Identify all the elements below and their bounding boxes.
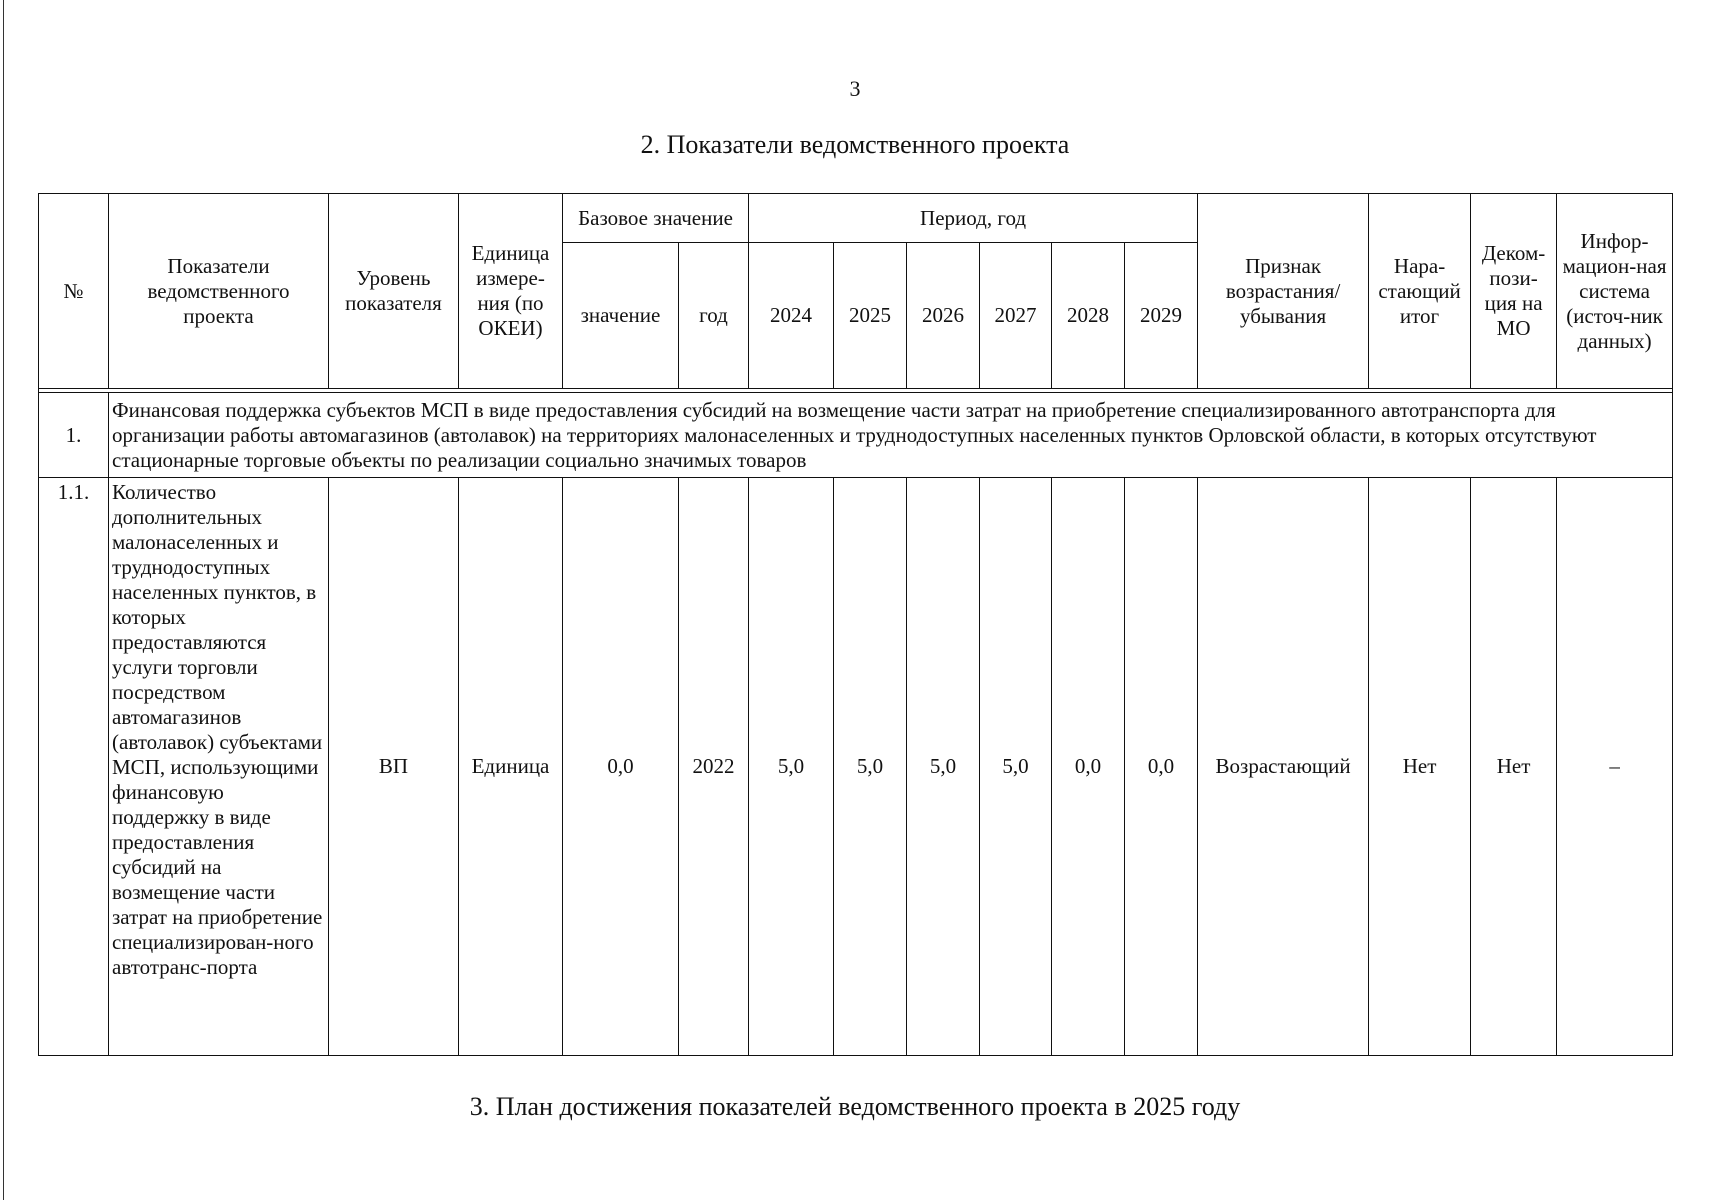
row-value-2026: 5,0	[907, 478, 980, 1056]
row-unit: Единица	[459, 478, 563, 1056]
group-num: 1.	[39, 393, 109, 478]
header-info-system: Инфор-мацион-ная система (источ-ник данных)	[1557, 194, 1673, 389]
row-decomposition: Нет	[1471, 478, 1557, 1056]
header-level: Уровень показателя	[329, 194, 459, 389]
row-base-value: 0,0	[563, 478, 679, 1056]
header-unit: Единица измере-ния (по ОКЕИ)	[459, 194, 563, 389]
row-indicator: Количество дополнительных малонаселенных и труднодоступных населенных пунктов, в которых предоставляются услуги торговли посредством автомагазинов (автолавок) субъектами МСП, использующими финансовую поддержку в виде предоставления субсидий на возмещение части затрат на приобретение специализирован-ного автотранс-порта	[109, 478, 329, 1056]
row-value-2027: 5,0	[980, 478, 1052, 1056]
row-value-2028: 0,0	[1052, 478, 1125, 1056]
header-year: 2028	[1052, 243, 1125, 389]
group-text: Финансовая поддержка субъектов МСП в виде предоставления субсидий на возмещение части затрат на приобретение специализированного автотранспорта для организации работы автомагазинов (автолавок) на территориях малонаселенных и труднодоступных населенных пунктов Орловской области, в которых отсутствуют стационарные торговые объекты по реализации социально значимых товаров	[109, 393, 1673, 478]
header-year: 2029	[1125, 243, 1198, 389]
row-value-2025: 5,0	[834, 478, 907, 1056]
indicators-table	[38, 193, 1673, 1056]
header-year: 2026	[907, 243, 980, 389]
header-year: 2024	[749, 243, 834, 389]
header-base-value: значение	[563, 243, 679, 389]
page-number: 3	[849, 76, 861, 101]
section-2-title: 2. Показатели ведомственного проекта	[640, 130, 1070, 159]
group-row	[39, 393, 1673, 478]
row-info-system: –	[1557, 478, 1673, 1056]
page-edge-line	[3, 0, 4, 1200]
header-year: 2027	[980, 243, 1052, 389]
row-value-2024: 5,0	[749, 478, 834, 1056]
row-value-2029: 0,0	[1125, 478, 1198, 1056]
row-cumulative: Нет	[1369, 478, 1471, 1056]
row-trend: Возрастающий	[1198, 478, 1369, 1056]
row-base-year: 2022	[679, 478, 749, 1056]
header-decomposition: Деком-пози-ция на МО	[1471, 194, 1557, 389]
header-cumulative: Нара-стающий итог	[1369, 194, 1471, 389]
header-base-year: год	[679, 243, 749, 389]
header-year: 2025	[834, 243, 907, 389]
header-period: Период, год	[749, 194, 1198, 243]
header-num: №	[39, 194, 109, 389]
section-3-title: 3. План достижения показателей ведомственного проекта в 2025 году	[469, 1092, 1241, 1121]
header-base: Базовое значение	[563, 194, 749, 243]
row-num: 1.1.	[39, 478, 109, 1056]
row-level: ВП	[329, 478, 459, 1056]
header-indicator: Показатели ведомственного проекта	[109, 194, 329, 389]
header-trend: Признак возрастания/ убывания	[1198, 194, 1369, 389]
table-row	[39, 478, 1673, 1056]
